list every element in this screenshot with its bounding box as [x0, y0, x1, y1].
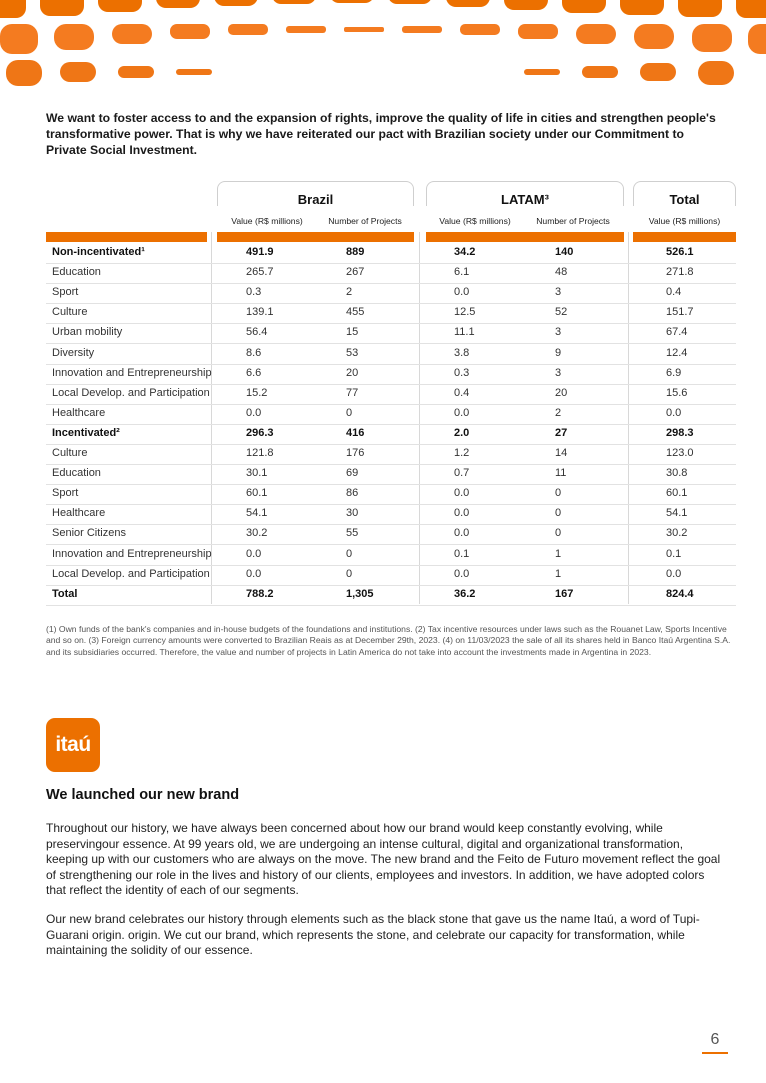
- row-label: Education: [52, 467, 101, 480]
- cell-latam-projects: 1: [555, 567, 562, 580]
- cell-brazil-projects: 267: [346, 266, 365, 279]
- cell-total-value: 824.4: [666, 587, 694, 600]
- table-row: [46, 303, 736, 324]
- cell-latam-value: 11.1: [454, 326, 475, 339]
- cell-latam-value: 0.0: [454, 286, 470, 299]
- cell-brazil-projects: 176: [346, 447, 365, 459]
- cell-latam-projects: 1: [555, 547, 562, 560]
- orange-tile-pattern: [0, 0, 766, 92]
- row-label: Education: [52, 266, 101, 279]
- row-label: Sport: [52, 487, 79, 500]
- cell-brazil-projects: 86: [346, 487, 359, 500]
- cell-brazil-projects: 15: [346, 326, 359, 339]
- body-paragraph-2: Our new brand celebrates our history through elements such as the black stone that gave us the name Itaú, a word of Tupi-Guarani origin. origin. We cut our brand, which represents the stone, and celebrate our capacity for transformation, while maintaining the solidity of our essence.: [46, 912, 700, 958]
- cell-latam-value: 3.8: [454, 346, 470, 359]
- cell-total-value: 30.2: [666, 527, 688, 540]
- cell-brazil-projects: 416: [346, 426, 365, 439]
- cell-latam-projects: 0: [555, 487, 562, 500]
- tile-row-3: [6, 60, 734, 86]
- cell-latam-value: 0.7: [454, 467, 470, 480]
- table-footnote: (1) Own funds of the bank's companies and in-house budgets of the foundations and institutions. (2) Tax incentive resources under laws such as the Rouanet Law, Sports Incentive and so on. (3) Foreign currency amounts were converted to Brazilian Reais as at December 29th, 2023. (4) on 11/03/2023 the sale of all its shares held in Banco Itaú Argentina S.A. and its subsidiaries occurred. Therefore, the value and number of projects in Latin America do not take into account the investments made in Argentina in 2023.: [46, 624, 731, 657]
- table-row: [46, 504, 736, 525]
- cell-latam-projects: 2: [555, 406, 562, 419]
- row-label: Culture: [52, 306, 88, 319]
- itau-logo-text: itaú: [55, 733, 91, 756]
- cell-latam-projects: 48: [555, 266, 568, 279]
- cell-brazil-value: 60.1: [246, 487, 268, 500]
- cell-total-value: 0.1: [666, 547, 682, 560]
- row-label: Culture: [52, 447, 88, 459]
- cell-brazil-projects: 69: [346, 467, 359, 480]
- cell-total-value: 526.1: [666, 246, 694, 258]
- cell-total-value: 30.8: [666, 467, 688, 480]
- cell-brazil-projects: 455: [346, 306, 365, 319]
- cell-latam-value: 2.0: [454, 426, 470, 439]
- table-row: [46, 444, 736, 465]
- cell-brazil-projects: 1,305: [346, 587, 374, 600]
- table-row: [46, 364, 736, 385]
- row-label: Local Develop. and Participation: [52, 386, 210, 399]
- cell-latam-value: 0.0: [454, 406, 470, 419]
- body-paragraph-1: Throughout our history, we have always been concerned about how our brand would keep constantly evolving, while preservingour essence. At 99 years old, we are undergoing an intense cultural, digital and organizational transformation, keeping up with our customers who are always on the move. The new brand and the Feito de Futuro movement reflect the goal of strengthening our role in the lives and history of our clients, employees and investors. In addition, we have adopted colors that reflect the identity of each of our segments.: [46, 821, 721, 898]
- cell-latam-value: 12.5: [454, 306, 476, 319]
- decorative-header-banner: [0, 0, 766, 92]
- row-label: Innovation and Entrepreneurship: [52, 547, 212, 560]
- cell-latam-projects: 3: [555, 286, 562, 299]
- cell-brazil-value: 15.2: [246, 386, 268, 399]
- cell-total-value: 6.9: [666, 366, 682, 379]
- cell-brazil-projects: 55: [346, 527, 359, 540]
- cell-latam-value: 6.1: [454, 266, 470, 279]
- cell-latam-projects: 14: [555, 447, 568, 459]
- cell-latam-projects: 20: [555, 386, 568, 399]
- table-row: [46, 424, 736, 445]
- table-row: [46, 404, 736, 425]
- table-row: [46, 344, 736, 365]
- table-row: [46, 283, 736, 304]
- cell-total-value: 298.3: [666, 426, 694, 439]
- header-accent-bar-brazil: [217, 232, 414, 242]
- page-number-underline: [702, 1052, 728, 1054]
- row-label: Local Develop. and Participation: [52, 567, 210, 580]
- tile-row-2: [0, 24, 766, 54]
- row-label: Diversity: [52, 346, 95, 359]
- row-label: Senior Citizens: [52, 527, 126, 540]
- cell-brazil-value: 265.7: [246, 266, 274, 279]
- cell-latam-projects: 140: [555, 246, 574, 258]
- cell-total-value: 12.4: [666, 346, 688, 359]
- page-number: 6: [710, 1031, 720, 1048]
- table-row: [46, 243, 736, 264]
- row-label: Healthcare: [52, 507, 106, 520]
- row-label: Urban mobility: [52, 326, 123, 339]
- cell-total-value: 271.8: [666, 266, 694, 279]
- table-row: [46, 524, 736, 545]
- cell-latam-value: 0.0: [454, 487, 470, 500]
- cell-total-value: 0.0: [666, 406, 682, 419]
- col-header-brazil-value: Value (R$ millions): [231, 216, 303, 226]
- row-label: Healthcare: [52, 406, 106, 419]
- cell-brazil-projects: 30: [346, 507, 359, 520]
- cell-brazil-projects: 0: [346, 547, 353, 560]
- cell-total-value: 151.7: [666, 306, 694, 319]
- cell-brazil-value: 54.1: [246, 507, 268, 520]
- cell-latam-projects: 3: [555, 326, 562, 339]
- header-accent-bar-labels: [46, 232, 207, 242]
- cell-brazil-value: 30.1: [246, 467, 268, 480]
- cell-latam-projects: 27: [555, 426, 568, 439]
- cell-total-value: 54.1: [666, 507, 688, 520]
- cell-brazil-value: 0.0: [246, 406, 262, 419]
- cell-latam-projects: 11: [555, 467, 567, 480]
- cell-brazil-value: 6.6: [246, 366, 262, 379]
- cell-brazil-value: 296.3: [246, 426, 274, 439]
- row-label: Sport: [52, 286, 79, 299]
- col-header-total-value: Value (R$ millions): [648, 216, 721, 226]
- cell-total-value: 0.4: [666, 286, 682, 299]
- table-row: [46, 545, 736, 566]
- cell-latam-value: 0.4: [454, 386, 470, 399]
- cell-brazil-value: 788.2: [246, 587, 274, 600]
- group-title-brazil: Brazil: [297, 192, 334, 207]
- row-label: Non-incentivated¹: [52, 246, 145, 258]
- table-row: [46, 585, 736, 606]
- cell-latam-value: 1.2: [454, 447, 470, 459]
- intro-text: We want to foster access to and the expansion of rights, improve the quality of life in cities and strengthen people's transformative power. That is why we have reiterated our pact with Brazilian society under our Commitment to Private Social Investment.: [46, 111, 716, 157]
- row-label: Innovation and Entrepreneurship: [52, 366, 212, 379]
- header-accent-bar-total: [633, 232, 736, 242]
- cell-total-value: 0.0: [666, 567, 682, 580]
- tile-row-1: [0, 0, 766, 18]
- cell-latam-projects: 52: [555, 306, 568, 319]
- cell-brazil-projects: 2: [346, 286, 353, 299]
- cell-latam-value: 36.2: [454, 587, 476, 600]
- header-accent-bar-latam: [426, 232, 624, 242]
- cell-brazil-projects: 20: [346, 366, 359, 379]
- cell-latam-projects: 9: [555, 346, 562, 359]
- col-header-latam-projects: Number of Projects: [536, 216, 610, 226]
- cell-latam-value: 0.3: [454, 366, 470, 379]
- cell-latam-value: 0.0: [454, 567, 470, 580]
- cell-total-value: 60.1: [666, 487, 688, 500]
- table-row: [46, 384, 736, 405]
- table-row: [46, 263, 736, 284]
- row-label: Total: [52, 587, 78, 600]
- table-row: [46, 565, 736, 586]
- cell-latam-projects: 167: [555, 587, 574, 600]
- cell-total-value: 67.4: [666, 326, 688, 339]
- cell-brazil-value: 0.0: [246, 547, 262, 560]
- cell-brazil-value: 0.3: [246, 286, 262, 299]
- cell-brazil-value: 56.4: [246, 326, 268, 339]
- table-row: [46, 323, 736, 344]
- cell-brazil-projects: 0: [346, 406, 353, 419]
- cell-brazil-value: 30.2: [246, 527, 268, 540]
- cell-brazil-value: 8.6: [246, 346, 262, 359]
- cell-latam-value: 34.2: [454, 246, 476, 258]
- table-row: [46, 484, 736, 505]
- cell-brazil-value: 139.1: [246, 306, 274, 319]
- table-row: [46, 464, 736, 485]
- cell-latam-value: 0.0: [454, 507, 470, 520]
- section-heading: We launched our new brand: [46, 787, 240, 803]
- col-header-brazil-projects: Number of Projects: [328, 216, 402, 226]
- col-header-latam-value: Value (R$ millions): [439, 216, 511, 226]
- group-title-total: Total: [669, 192, 700, 207]
- cell-brazil-projects: 889: [346, 246, 365, 258]
- cell-latam-value: 0.1: [454, 547, 470, 560]
- cell-total-value: 15.6: [666, 386, 688, 399]
- itau-logo: [46, 718, 100, 772]
- cell-latam-value: 0.0: [454, 527, 470, 540]
- cell-brazil-projects: 53: [346, 346, 359, 359]
- cell-brazil-value: 121.8: [246, 447, 274, 459]
- cell-latam-projects: 3: [555, 366, 562, 379]
- cell-latam-projects: 0: [555, 507, 562, 520]
- row-label: Incentivated²: [52, 426, 120, 439]
- cell-brazil-value: 0.0: [246, 567, 262, 580]
- cell-latam-projects: 0: [555, 527, 562, 540]
- cell-brazil-value: 491.9: [246, 246, 274, 258]
- group-title-latam: LATAM³: [501, 192, 549, 207]
- cell-brazil-projects: 77: [346, 386, 359, 399]
- cell-total-value: 123.0: [666, 447, 694, 459]
- cell-brazil-projects: 0: [346, 567, 353, 580]
